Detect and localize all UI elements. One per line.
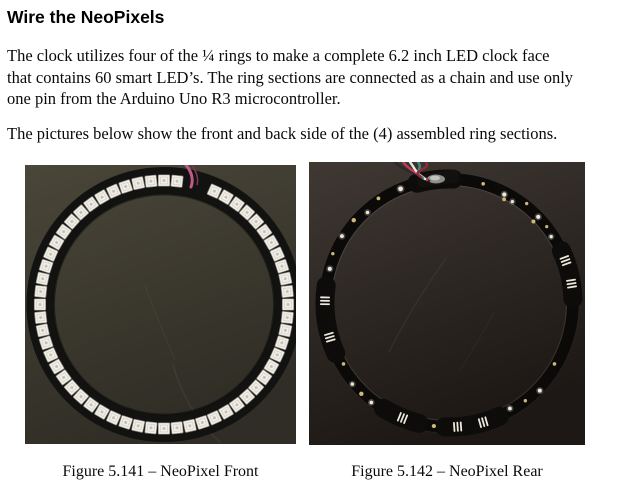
intro-line-2: that contains 60 smart LED’s. The ring sections are connected as a chain and use only bbox=[7, 67, 574, 87]
intro-line-1: The clock utilizes four of the ¼ rings to make a complete 6.2 inch LED clock face bbox=[7, 46, 550, 65]
figure-rear-caption: Figure 5.142 – NeoPixel Rear bbox=[351, 463, 543, 480]
neopixel-rear-photo bbox=[309, 162, 585, 445]
figure-rear bbox=[309, 162, 585, 481]
figure-front-caption: Figure 5.141 – NeoPixel Front bbox=[62, 463, 259, 480]
figure-front bbox=[25, 165, 296, 481]
intro-paragraph bbox=[7, 45, 615, 110]
section-heading: Wire the NeoPixels bbox=[7, 7, 165, 27]
neopixel-front-photo bbox=[25, 165, 296, 444]
note-paragraph: The pictures below show the front and back side of the (4) assembled ring sections. bbox=[7, 124, 558, 143]
intro-line-3: one pin from the Arduino Uno R3 microcontroller. bbox=[7, 89, 341, 109]
